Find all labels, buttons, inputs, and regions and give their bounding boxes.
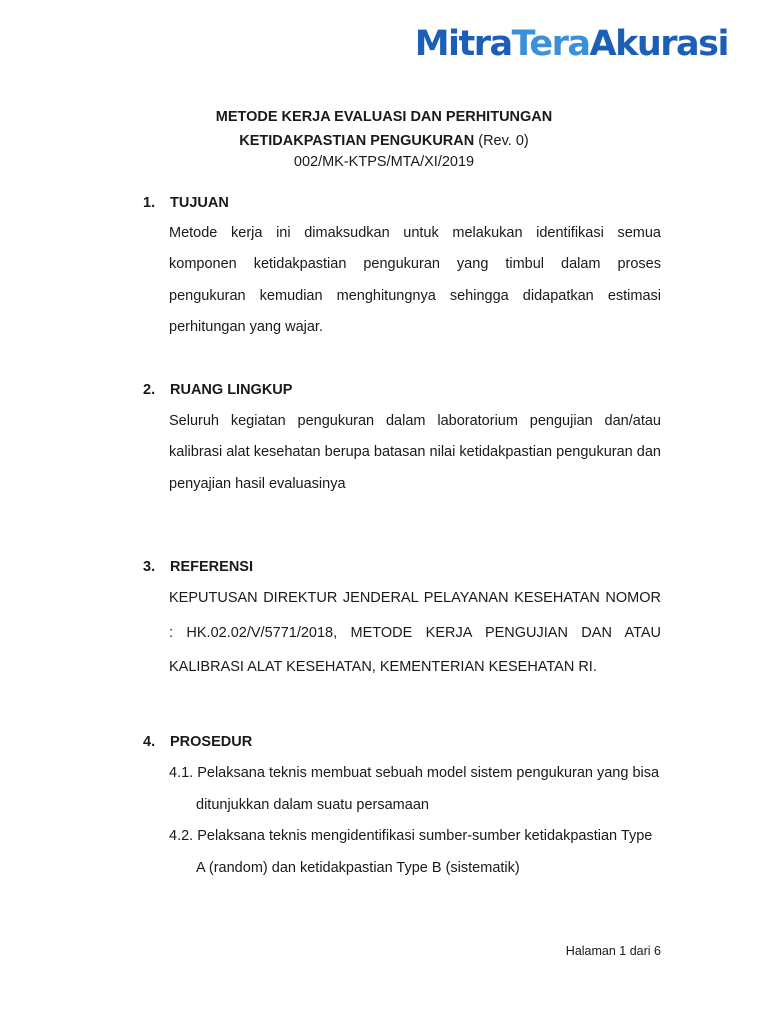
document-title-line2 — [0, 133, 768, 149]
procedure-item-4-1 — [169, 758, 669, 821]
section-body-referensi: KEPUTUSAN DIREKTUR JENDERAL PELAYANAN KESEHATAN NOMOR : HK.02.02/V/5771/2018, METODE KERJA PENGUJIAN DAN ATAU KALIBRASI ALAT KESEHATAN, KEMENTERIAN KESEHATAN RI. — [169, 590, 661, 675]
section-heading-tujuan — [143, 195, 229, 211]
section-title: RUANG LINGKUP — [170, 382, 293, 398]
document-code: 002/MK-KTPS/MTA/XI/2019 — [293, 154, 475, 170]
section-number: 1. — [143, 195, 156, 211]
page-number: Halaman 1 dari 6 — [565, 944, 661, 958]
section-heading-prosedur — [143, 734, 252, 750]
revision-label: (Rev. 0) — [474, 133, 529, 149]
section-body-tujuan: Metode kerja ini dimaksudkan untuk melakukan identifikasi semua komponen ketidakpastian pengukuran yang timbul dalam proses pengukuran kemudian menghitungnya sehingga didapatkan estimasi perhitungan yang wajar. — [169, 225, 661, 335]
section-body-ruang-lingkup: Seluruh kegiatan pengukuran dalam laboratorium pengujian dan/atau kalibrasi alat kesehatan berupa batasan nilai ketidakpastian pengukuran dan penyajian hasil evaluasinya — [169, 413, 661, 492]
procedure-item-line: ditunjukkan dalam suatu persamaan — [196, 796, 429, 813]
section-number: 4. — [143, 734, 156, 750]
logo-part-akurasi: Akurasi — [589, 24, 728, 64]
procedure-item-line: 4.2. Pelaksana teknis mengidentifikasi sumber-sumber ketidakpastian Type — [169, 828, 653, 844]
section-number: 2. — [143, 382, 156, 398]
procedure-item-line: A (random) dan ketidakpastian Type B (sistematik) — [196, 859, 520, 876]
procedure-item-line: 4.1. Pelaksana teknis membuat sebuah model sistem pengukuran yang bisa — [169, 765, 660, 781]
document-title-line1: METODE KERJA EVALUASI DAN PERHITUNGAN — [215, 109, 553, 125]
section-number: 3. — [143, 559, 156, 575]
section-title: TUJUAN — [170, 195, 229, 211]
company-logo — [415, 22, 728, 66]
section-title: REFERENSI — [170, 559, 253, 575]
section-heading-referensi — [143, 559, 253, 575]
procedure-item-4-2 — [169, 821, 669, 884]
section-title: PROSEDUR — [170, 734, 253, 750]
logo-part-tera: Tera — [511, 24, 590, 64]
logo-part-mitra: Mitra — [414, 24, 512, 64]
document-title-bold: KETIDAKPASTIAN PENGUKURAN — [239, 133, 475, 149]
section-heading-ruang-lingkup — [143, 382, 292, 398]
